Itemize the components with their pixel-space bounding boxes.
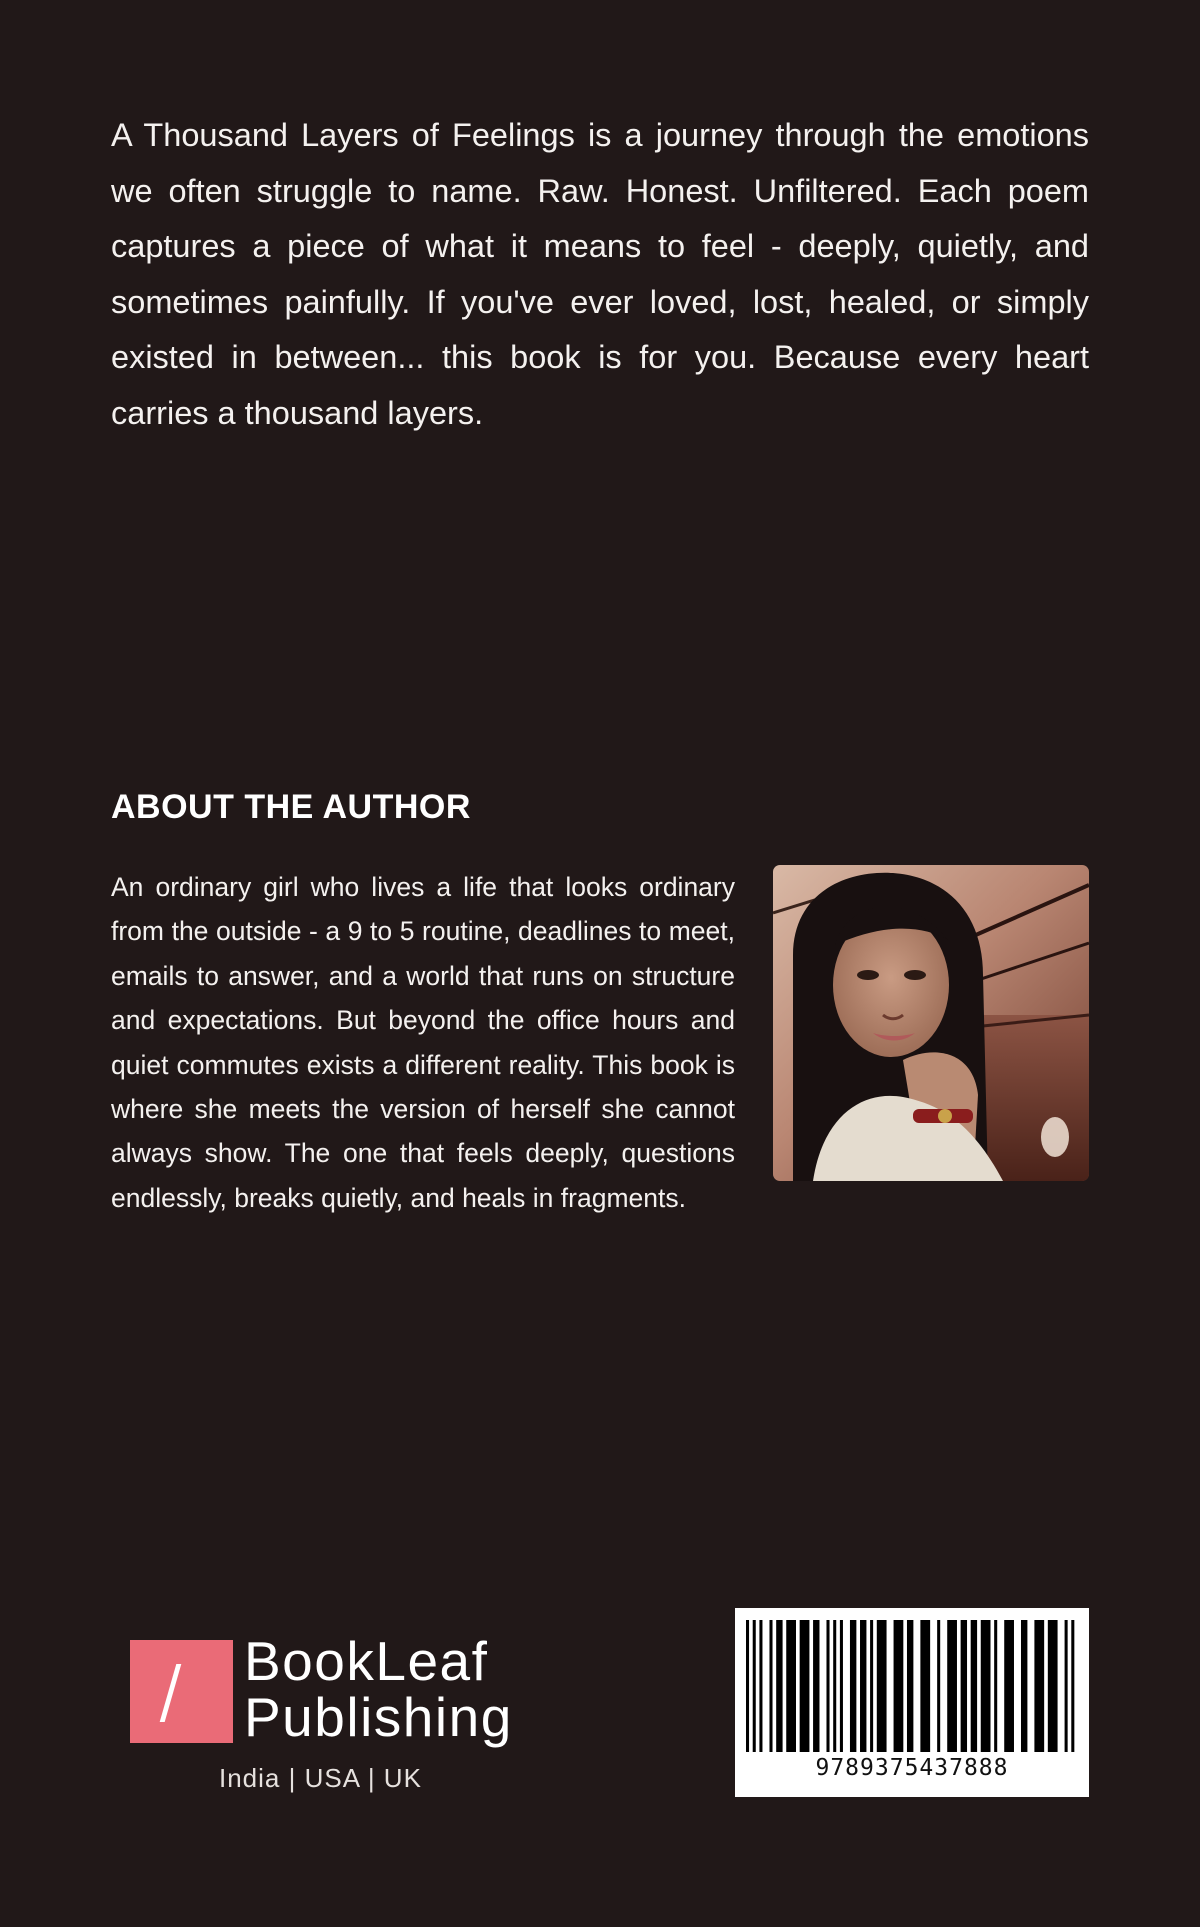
barcode-bar <box>1034 1620 1044 1752</box>
barcode-bar <box>920 1620 930 1752</box>
author-photo <box>773 865 1089 1181</box>
author-portrait-icon <box>773 865 1089 1181</box>
publisher-logo <box>130 1630 513 1805</box>
isbn-barcode <box>735 1608 1089 1797</box>
barcode-bar <box>833 1620 836 1752</box>
barcode-bar <box>860 1620 866 1752</box>
barcode-bar <box>786 1620 796 1752</box>
barcode-bar <box>994 1620 997 1752</box>
barcode-bar <box>947 1620 957 1752</box>
barcode-bar <box>1071 1620 1074 1752</box>
publisher-name-line2: Publishing <box>244 1686 513 1748</box>
barcode-bar <box>776 1620 782 1752</box>
barcode-bar <box>981 1620 991 1752</box>
barcode-bar <box>907 1620 913 1752</box>
barcode-bar <box>1065 1620 1068 1752</box>
back-cover-blurb: A Thousand Layers of Feelings is a journey through the emotions we often struggle to name. Raw. Honest. Unfiltered. Each poem captures a piece of what it means to feel - deeply, quietly, and sometimes painfully. If you've ever loved, lost, healed, or simply existed in between... this book is for you. Because every heart carries a thousand layers. <box>111 117 1089 431</box>
barcode-bar <box>1004 1620 1014 1752</box>
barcode-bar <box>894 1620 904 1752</box>
barcode-bar <box>800 1620 810 1752</box>
barcode-bar <box>961 1620 967 1752</box>
barcode-bars-icon <box>746 1620 1078 1752</box>
barcode-bar <box>870 1620 873 1752</box>
barcode-bar <box>850 1620 856 1752</box>
barcode-bar <box>753 1620 756 1752</box>
publisher-name <box>244 1630 513 1748</box>
barcode-bar <box>813 1620 819 1752</box>
barcode-bar <box>971 1620 977 1752</box>
barcode-bar <box>1048 1620 1058 1752</box>
barcode-bar <box>877 1620 887 1752</box>
publisher-name-line1: BookLeaf <box>244 1630 489 1692</box>
author-bio: An ordinary girl who lives a life that looks ordinary from the outside - a 9 to 5 routine, deadlines to meet, emails to answer, and a world that runs on structure and expectations. But beyond the office hours and quiet commutes exists a different reality. This book is where she meets the version of herself she cannot always show. The one that feels deeply, questions endlessly, breaks quietly, and heals in fragments. <box>111 872 735 1213</box>
barcode-bar <box>1021 1620 1027 1752</box>
about-author-heading: ABOUT THE AUTHOR <box>111 788 471 826</box>
publisher-regions: India | USA | UK <box>219 1763 422 1793</box>
barcode-bar <box>746 1620 749 1752</box>
barcode-bar <box>840 1620 843 1752</box>
barcode-bar <box>826 1620 829 1752</box>
barcode-bar <box>769 1620 772 1752</box>
barcode-bar <box>759 1620 762 1752</box>
slash-icon <box>160 1664 182 1722</box>
publisher-mark-icon <box>130 1640 233 1743</box>
isbn-number: 9789375437888 <box>815 1755 1009 1781</box>
barcode-bar <box>937 1620 940 1752</box>
